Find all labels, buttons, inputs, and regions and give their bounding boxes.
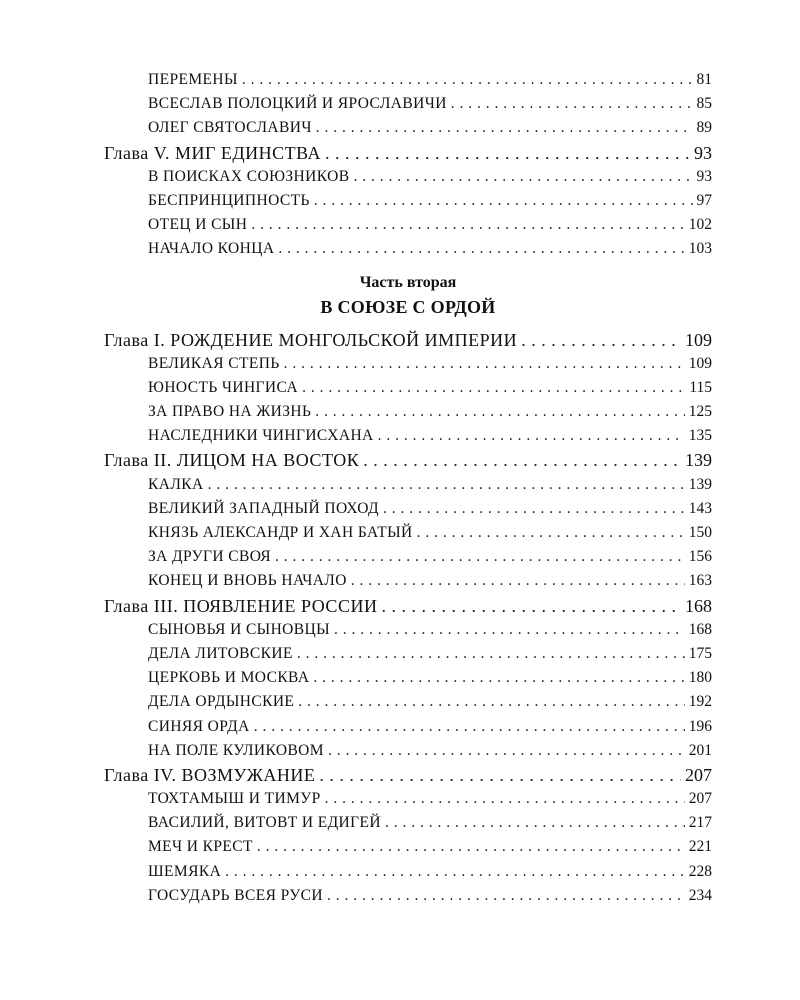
toc-subentry <box>104 213 712 237</box>
toc-page-number: 143 <box>688 499 712 517</box>
toc-subentry <box>104 835 712 859</box>
dot-leader <box>316 116 693 140</box>
toc-subentry <box>104 400 712 424</box>
toc-page-number: 175 <box>688 644 712 662</box>
toc-entry-title: ВАСИЛИЙ, ВИТОВТ И ЕДИГЕЙ <box>148 814 381 832</box>
toc-page-number: 207 <box>688 790 712 808</box>
dot-leader <box>334 618 685 642</box>
toc-page-number: 81 <box>696 71 712 88</box>
toc-subentry <box>104 237 712 261</box>
dot-leader <box>313 666 684 690</box>
dot-leader <box>378 424 685 448</box>
toc-subentry <box>104 642 712 666</box>
toc-page-number: 150 <box>688 524 712 541</box>
toc-page-number: 97 <box>696 191 712 209</box>
toc-entry-title: МЕЧ И КРЕСТ <box>148 838 253 856</box>
dot-leader <box>278 237 684 261</box>
toc-page-number: 234 <box>688 886 712 904</box>
toc-page-number: 156 <box>688 548 712 566</box>
toc-entry-title: КНЯЗЬ АЛЕКСАНДР И ХАН БАТЫЙ <box>148 524 413 541</box>
toc-page-number: 196 <box>688 717 712 735</box>
toc-entry-title: ВЕЛИКАЯ СТЕПЬ <box>148 354 280 372</box>
toc-subentry <box>104 860 712 884</box>
toc-subentry <box>104 666 712 690</box>
part-heading <box>104 262 712 328</box>
toc-subentry <box>104 884 712 908</box>
dot-leader <box>275 545 685 569</box>
toc-entry-title: ШЕМЯКА <box>148 862 222 880</box>
toc-page-number: 201 <box>688 741 712 759</box>
toc-entry-title: БЕСПРИНЦИПНОСТЬ <box>148 191 310 209</box>
dot-leader <box>254 715 685 739</box>
toc-entry-title: Глава II. ЛИЦОМ НА ВОСТОК <box>104 450 360 471</box>
dot-leader <box>381 594 681 618</box>
toc-page-number: 93 <box>696 167 712 185</box>
toc-subentry <box>104 715 712 739</box>
toc-entry-title: ОТЕЦ И СЫН <box>148 216 248 234</box>
dot-leader <box>328 739 685 763</box>
toc-subentry <box>104 569 712 593</box>
toc-entry-title: Глава IV. ВОЗМУЖАНИЕ <box>104 764 316 785</box>
toc-subentry <box>104 68 712 92</box>
toc-entry-title: ЦЕРКОВЬ И МОСКВА <box>148 669 310 687</box>
dot-leader <box>314 189 693 213</box>
toc-subentry <box>104 473 712 497</box>
toc-chapter-entry <box>104 328 712 352</box>
toc-subentry <box>104 497 712 521</box>
toc-subentry <box>104 618 712 642</box>
toc-chapter-entry <box>104 141 712 165</box>
toc-page-number: 221 <box>688 838 712 856</box>
toc-subentry <box>104 545 712 569</box>
toc-entry-title: ВЕЛИКИЙ ЗАПАДНЫЙ ПОХОД <box>148 499 379 517</box>
toc-chapter-entry <box>104 763 712 787</box>
dot-leader <box>325 141 690 165</box>
toc-entry-title: ДЕЛА ОРДЫНСКИЕ <box>148 693 295 711</box>
toc-entry-title: ДЕЛА ЛИТОВСКИЕ <box>148 644 293 662</box>
toc-page-number: 163 <box>688 572 712 590</box>
toc-entry-title: ЗА ПРАВО НА ЖИЗНЬ <box>148 403 312 421</box>
toc-chapter-entry <box>104 448 712 472</box>
toc-entry-title: В ПОИСКАХ СОЮЗНИКОВ <box>148 167 350 185</box>
dot-leader <box>521 328 681 352</box>
dot-leader <box>351 569 685 593</box>
dot-leader <box>319 763 681 787</box>
toc-entry-title: НАЧАЛО КОНЦА <box>148 240 275 258</box>
dot-leader <box>451 92 693 116</box>
toc-subentry <box>104 424 712 448</box>
toc-subentry <box>104 116 712 140</box>
toc-entry-title: Глава III. ПОЯВЛЕНИЕ РОССИИ <box>104 595 378 616</box>
toc-entry-title: ПЕРЕМЕНЫ <box>148 71 238 88</box>
dot-leader <box>297 642 685 666</box>
toc-page-number: 93 <box>694 142 712 163</box>
toc-page-number: 228 <box>688 862 712 880</box>
dot-leader <box>417 521 685 545</box>
toc-page-number: 135 <box>688 427 712 445</box>
table-of-contents <box>104 68 712 908</box>
toc-entry-title: НАСЛЕДНИКИ ЧИНГИСХАНА <box>148 427 374 445</box>
toc-entry-title: КАЛКА <box>148 475 204 493</box>
toc-page-number: 180 <box>688 669 712 687</box>
dot-leader <box>251 213 684 237</box>
toc-subentry <box>104 189 712 213</box>
toc-subentry <box>104 787 712 811</box>
toc-entry-title: НА ПОЛЕ КУЛИКОВОМ <box>148 741 324 759</box>
toc-subentry <box>104 376 712 400</box>
toc-page-number: 102 <box>688 216 712 234</box>
toc-entry-title: СИНЯЯ ОРДА <box>148 717 250 735</box>
dot-leader <box>257 835 685 859</box>
dot-leader <box>383 497 685 521</box>
toc-subentry <box>104 739 712 763</box>
toc-page-number: 217 <box>688 814 712 832</box>
dot-leader <box>302 376 685 400</box>
toc-entry-title: КОНЕЦ И ВНОВЬ НАЧАЛО <box>148 572 347 590</box>
toc-section-bottom <box>104 328 712 909</box>
toc-page-number: 125 <box>688 403 712 421</box>
toc-page-number: 192 <box>688 693 712 711</box>
dot-leader <box>385 811 685 835</box>
dot-leader <box>363 448 681 472</box>
toc-subentry <box>104 92 712 116</box>
toc-page-number: 139 <box>685 450 712 471</box>
toc-page-number: 115 <box>689 378 712 396</box>
toc-page-number: 89 <box>696 119 712 137</box>
toc-section-top <box>104 68 712 262</box>
toc-entry-title: Глава I. РОЖДЕНИЕ МОНГОЛЬСКОЙ ИМПЕРИИ <box>104 329 518 350</box>
toc-page-number: 109 <box>685 329 712 350</box>
toc-page-number: 103 <box>688 240 712 258</box>
toc-page-number: 139 <box>688 475 712 493</box>
toc-entry-title: ГОСУДАРЬ ВСЕЯ РУСИ <box>148 886 323 904</box>
part-title: В СОЮЗЕ С ОРДОЙ <box>320 296 496 317</box>
dot-leader <box>327 884 685 908</box>
part-label: Часть вторая <box>359 273 457 291</box>
toc-entry-title: ЮНОСТЬ ЧИНГИСА <box>148 378 299 396</box>
toc-subentry <box>104 165 712 189</box>
toc-subentry <box>104 521 712 545</box>
toc-page-number: 109 <box>688 354 712 372</box>
dot-leader <box>298 690 684 714</box>
toc-entry-title: ЗА ДРУГИ СВОЯ <box>148 548 271 566</box>
toc-entry-title: Глава V. МИГ ЕДИНСТВА <box>104 142 322 163</box>
dot-leader <box>353 165 692 189</box>
dot-leader <box>208 473 685 497</box>
toc-page-number: 207 <box>685 764 712 785</box>
dot-leader <box>242 68 693 92</box>
toc-subentry <box>104 811 712 835</box>
dot-leader <box>225 860 685 884</box>
toc-page-number: 168 <box>688 620 712 638</box>
toc-page-number: 168 <box>685 595 712 616</box>
dot-leader <box>284 352 685 376</box>
toc-page-number: 85 <box>696 95 712 113</box>
dot-leader <box>325 787 685 811</box>
toc-chapter-entry <box>104 594 712 618</box>
toc-entry-title: ВСЕСЛАВ ПОЛОЦКИЙ И ЯРОСЛАВИЧИ <box>148 95 447 113</box>
toc-entry-title: ТОХТАМЫШ И ТИМУР <box>148 790 321 808</box>
toc-entry-title: СЫНОВЬЯ И СЫНОВЦЫ <box>148 620 331 638</box>
toc-subentry <box>104 690 712 714</box>
toc-subentry <box>104 352 712 376</box>
toc-entry-title: ОЛЕГ СВЯТОСЛАВИЧ <box>148 119 312 137</box>
dot-leader <box>315 400 684 424</box>
